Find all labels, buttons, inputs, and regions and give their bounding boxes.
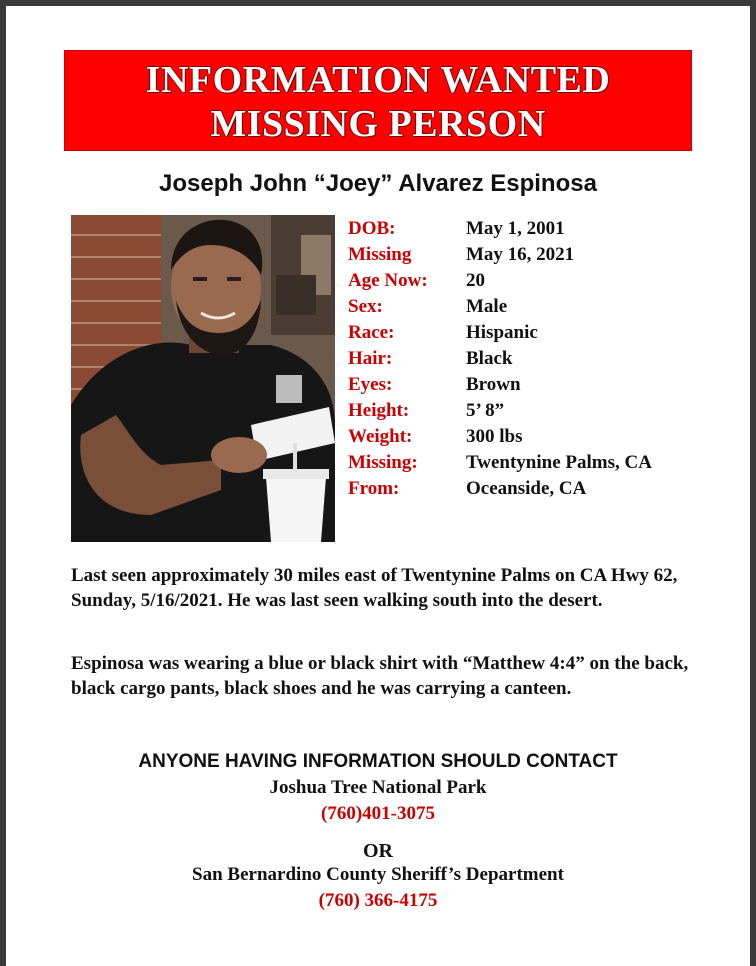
headline-banner — [64, 50, 692, 151]
fact-row-age — [348, 268, 652, 294]
contact-phone-1: (760)401-3075 — [321, 803, 435, 824]
fact-value: May 1, 2001 — [466, 218, 565, 239]
fact-value: 20 — [466, 270, 485, 291]
fact-label: Sex: — [348, 296, 383, 317]
contact-or: OR — [363, 840, 393, 862]
fact-label: Missing: — [348, 452, 418, 473]
fact-row-eyes — [348, 372, 652, 398]
contact-agency-2: San Bernardino County Sheriff’s Department — [192, 864, 564, 885]
fact-row-missing-date — [348, 242, 652, 268]
fact-value: Hispanic — [466, 322, 538, 343]
fact-label: Weight: — [348, 426, 413, 447]
fact-value: 300 lbs — [466, 426, 523, 447]
fact-label: Height: — [348, 400, 410, 421]
fact-row-height — [348, 398, 652, 424]
person-name: Joseph John “Joey” Alvarez Espinosa — [159, 170, 597, 197]
fact-row-hair — [348, 346, 652, 372]
contact-agency-1: Joshua Tree National Park — [269, 777, 487, 798]
fact-row-race — [348, 320, 652, 346]
fact-row-from — [348, 476, 652, 502]
fact-value: Brown — [466, 374, 521, 395]
last-seen-paragraph: Last seen approximately 30 miles east of Twentynine Palms on CA Hwy 62, Sunday, 5/16/2021. He was last seen walking south into the desert. — [71, 565, 678, 611]
fact-row-missing-location — [348, 450, 652, 476]
contact-phone-2: (760) 366-4175 — [318, 890, 438, 911]
fact-value: Male — [466, 296, 508, 317]
fact-label: Hair: — [348, 348, 393, 369]
fact-label: Eyes: — [348, 374, 393, 395]
banner-line-2: MISSING PERSON — [210, 103, 546, 145]
fact-value: May 16, 2021 — [466, 244, 575, 265]
fact-label: Age Now: — [348, 270, 428, 291]
contact-heading: ANYONE HAVING INFORMATION SHOULD CONTACT — [138, 751, 618, 772]
fact-value: Twentynine Palms, CA — [466, 452, 652, 473]
person-photo — [71, 215, 335, 542]
fact-row-dob — [348, 216, 652, 242]
fact-label: From: — [348, 478, 400, 499]
fact-label: DOB: — [348, 218, 396, 239]
banner-line-1: INFORMATION WANTED — [145, 59, 611, 101]
facts-table — [348, 216, 652, 502]
fact-row-weight — [348, 424, 652, 450]
fact-value: Oceanside, CA — [466, 478, 587, 499]
fact-value: 5’ 8” — [466, 400, 505, 421]
fact-label: Race: — [348, 322, 395, 343]
fact-row-sex — [348, 294, 652, 320]
clothing-paragraph: Espinosa was wearing a blue or black shirt with “Matthew 4:4” on the back, black cargo pants, black shoes and he was carrying a canteen. — [71, 653, 689, 699]
fact-label: Missing — [348, 244, 412, 265]
fact-value: Black — [466, 348, 513, 369]
